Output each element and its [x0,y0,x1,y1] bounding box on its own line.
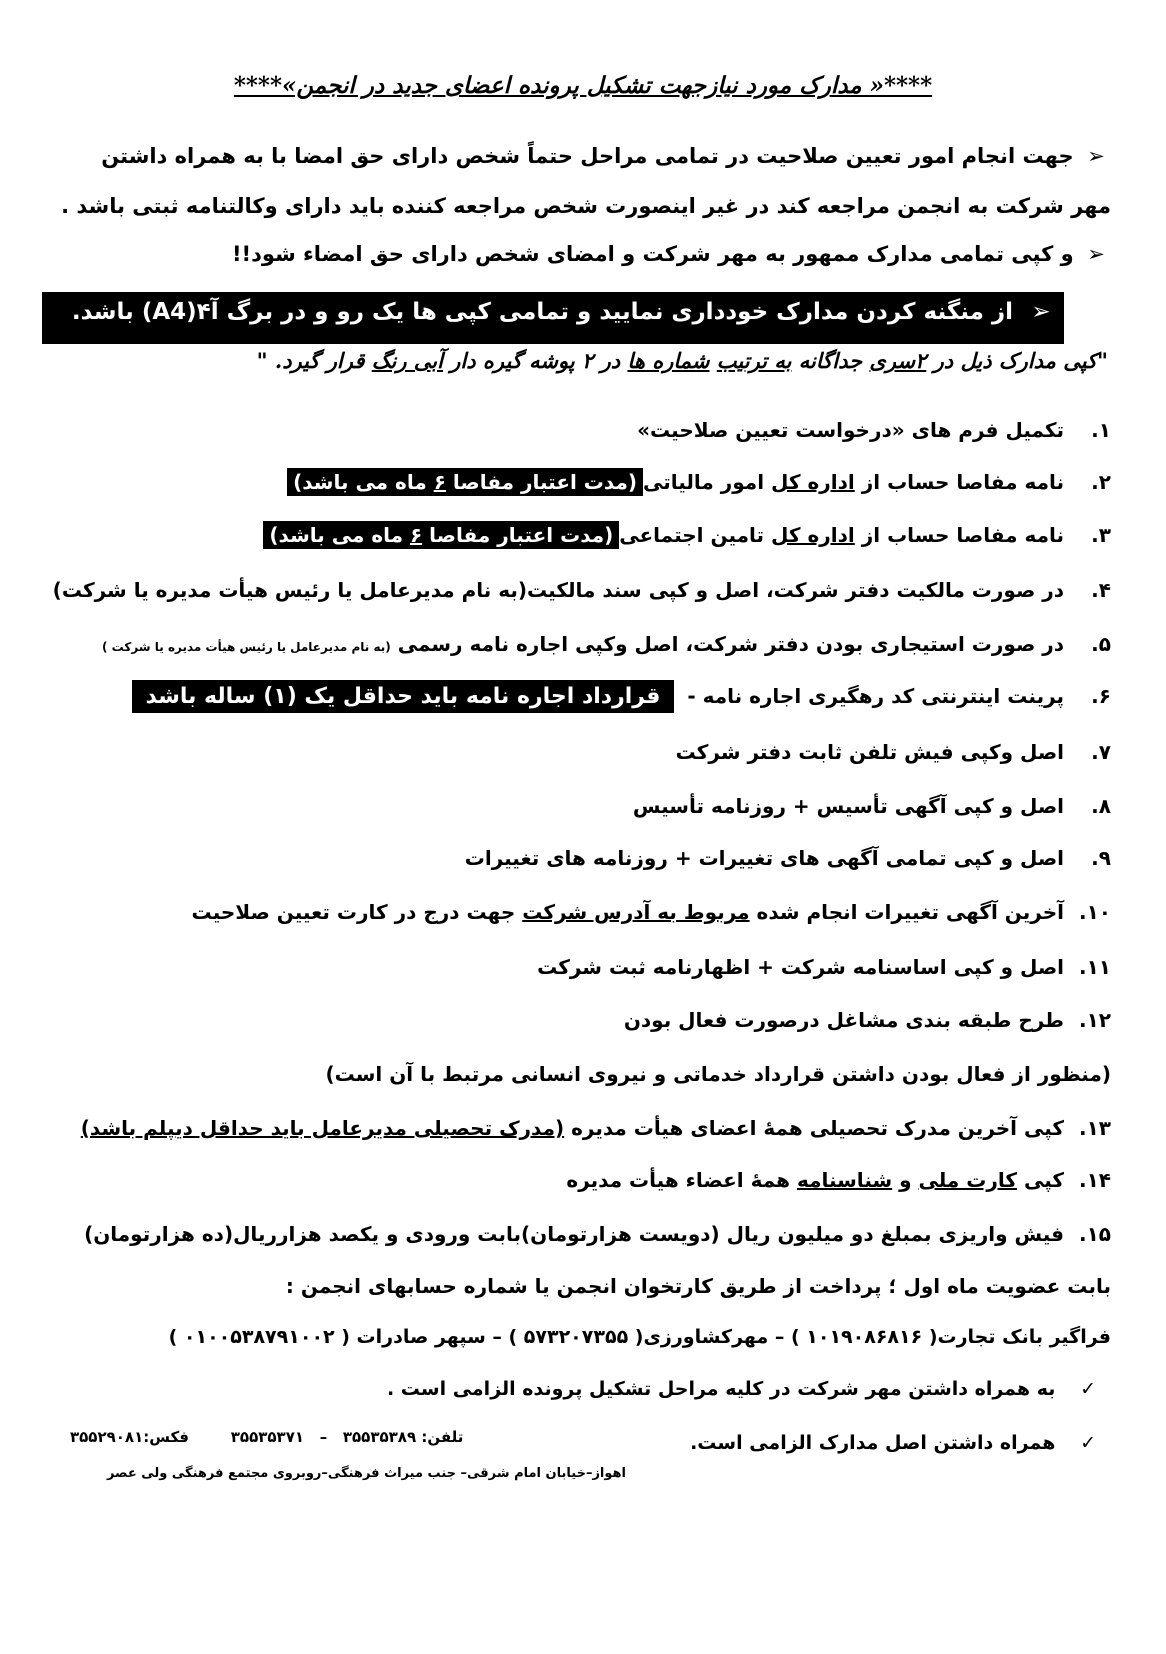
copies-instruction-note [257,348,1108,373]
item-text: در صورت مالکیت دفتر شرکت، اصل و کپی سند مالکیت(به نام مدیرعامل یا رئیس هیأت مدیره یا شرکت) [52,578,1065,602]
check-text: همراه داشتن اصل مدارک الزامی است. [690,1432,1056,1454]
bullet-signature-requirement [101,144,1111,168]
note-text: ۲سری [869,348,927,373]
item-number: ۱. [1091,418,1111,442]
contact-phones [70,1428,463,1446]
bullet-stamp-copies [232,242,1111,266]
item-text: آخرین آگهی تغییرات انجام شده [756,900,1065,924]
item-text: و [899,1168,912,1192]
separator: – [319,1428,328,1446]
item-text: اصل و کپی تمامی آگهی های تغییرات + روزنامه های تغییرات [464,846,1065,870]
lease-duration-highlight: قرارداد اجاره نامه باید حداقل یک (۱) ساله باشد [132,680,675,713]
check-note-originals [690,1432,1096,1454]
item-text: همهٔ اعضاء هیأت مدیره [566,1168,790,1192]
validity-highlight [287,468,643,496]
item-text: ۶ [433,470,446,494]
item-text: کپی آخرین مدرک تحصیلی همهٔ اعضای هیأت مدیره [571,1116,1065,1140]
note-text: در ۲ پوشه گیره دار [450,348,621,373]
check-icon: ✓ [1080,1432,1096,1454]
list-item [287,470,1111,494]
arrow-bullet-icon: ➢ [1087,242,1105,266]
item-text: تامین اجتماعی [619,523,765,547]
item-text: اصل و کپی آگهی تأسیس + روزنامه تأسیس [632,794,1065,818]
item-text: کارت ملی [918,1168,1018,1192]
item-text: کپی [1024,1168,1065,1192]
list-item [84,1222,1111,1246]
item-text: اصل وکپی فیش تلفن ثابت دفتر شرکت [675,740,1065,764]
phone-number: ۳۵۵۳۵۳۷۱ [230,1428,305,1446]
item-text: ماه می باشد) [293,470,427,494]
list-item [102,632,1111,656]
item-text: (مدت اعتبار مفاصا [429,523,614,547]
item-number: ۳. [1091,523,1111,547]
item-number: ۱۵. [1078,1222,1111,1246]
item-number: ۲. [1091,470,1111,494]
item-number: ۱۳. [1078,1116,1111,1140]
note-text: آبی رنگ [371,348,443,373]
note-text: قرار گیرد. " [256,348,365,373]
bullet-text: از منگنه کردن مدارک خودداری نمایید و تمامی کپی ها یک رو و در برگ آ۴(A4) باشد. [71,299,1013,325]
item-text: ماه می باشد) [269,523,404,547]
item-text: جهت درج در کارت تعیین صلاحیت [191,900,516,924]
phone-label: تلفن: [421,1428,464,1446]
list-item-cont: بابت عضویت ماه اول ؛ پرداخت از طریق کارتخوان انجمن یا شماره حسابهای انجمن : [285,1274,1111,1298]
item-text: (مدت اعتبار مفاصا [452,470,637,494]
item-text: (مدرک تحصیلی مدیرعامل باید حداقل دیپلم باشد) [80,1116,565,1140]
list-item [263,523,1111,547]
item-number: ۱۲. [1078,1008,1111,1032]
page-title: ****« مدارک مورد نیازجهت تشکیل پرونده اعضای جدید در انجمن»**** [233,72,933,99]
list-item [633,794,1111,818]
item-text: پرینت اینترنتی کد رهگیری اجاره نامه - [687,684,1065,708]
phone-number: ۳۵۵۳۵۳۸۹ [342,1428,417,1446]
note-text: شماره ها [627,348,710,373]
note-text: جداگانه [798,348,863,373]
list-item [132,680,1111,713]
item-text: در صورت استیجاری بودن دفتر شرکت، اصل وکپی اجاره نامه رسمی [397,632,1065,656]
item-number: ۶. [1091,684,1111,708]
item-text: (به نام مدیرعامل یا رئیس هیأت مدیره یا شرکت ) [101,640,391,654]
bullet-signature-requirement-cont [61,194,1111,218]
list-item [53,578,1111,602]
item-text: طرح طبقه بندی مشاغل درصورت فعال بودن [623,1008,1065,1032]
item-text: امور مالیاتی [642,470,765,494]
validity-highlight [263,521,619,549]
arrow-bullet-icon: ➢ [1087,144,1105,168]
item-number: ۵. [1091,632,1111,656]
item-number: ۴. [1091,578,1111,602]
item-text: شناسنامه [796,1168,893,1192]
item-number: ۱۰. [1078,900,1111,924]
arrow-bullet-icon: ➢ [1031,299,1051,325]
list-item-note: (منظور از فعال بودن داشتن قرارداد خدماتی و نیروی انسانی مرتبط با آن است) [325,1062,1111,1086]
fax-number: ۳۵۵۲۹۰۸۱ [70,1428,144,1446]
item-number: ۹. [1091,846,1111,870]
item-text: اداره کل [771,523,855,547]
fax-label: فکس: [143,1428,189,1446]
list-item [676,740,1111,764]
list-item [192,900,1111,924]
item-number: ۱۱. [1078,955,1111,979]
bullet-text: و کپی تمامی مدارک ممهور به مهر شرکت و امضای شخص دارای حق امضاء شود!! [231,242,1074,266]
list-item [637,418,1111,442]
list-item [537,955,1111,979]
note-text: "کپی مدارک ذیل در [933,348,1108,373]
item-number: ۸. [1091,794,1111,818]
bullet-text: جهت انجام امور تعیین صلاحیت در تمامی مراحل حتماً شخص دارای حق امضا با به همراه داشتن [101,144,1074,168]
item-text: فیش واریزی بمبلغ دو میلیون ریال (دویست هزارتومان)بابت ورودی و یکصد هزارریال(ده هزارتومان) [84,1222,1065,1246]
list-item [566,1168,1111,1192]
check-icon: ✓ [1080,1378,1096,1400]
item-text: نامه مفاصا حساب از [861,470,1065,494]
item-number: ۷. [1091,740,1111,764]
note-text: به ترتیب [716,348,792,373]
check-note-stamp [387,1378,1096,1400]
list-item [465,846,1111,870]
item-text: نامه مفاصا حساب از [861,523,1065,547]
item-text: اصل و کپی اساسنامه شرکت + اظهارنامه ثبت شرکت [537,955,1065,979]
list-item [81,1116,1111,1140]
list-item [624,1008,1111,1032]
item-text: تکمیل فرم های «درخواست تعیین صلاحیت» [637,418,1065,442]
item-text: مربوط به آدرس شرکت [522,900,750,924]
bullet-text: مهر شرکت به انجمن مراجعه کند در غیر اینصورت شخص مراجعه کننده باید دارای وکالتنامه ثبتی باشد . [61,194,1111,218]
item-text: اداره کل [771,470,855,494]
check-text: به همراه داشتن مهر شرکت در کلیه مراحل تشکیل پرونده الزامی است . [386,1378,1056,1400]
bank-accounts: فراگیر بانک تجارت( ۱۰۱۹۰۸۶۸۱۶ ) – مهرکشاورزی( ۵۷۳۲۰۷۳۵۵ ) – سپهر صادرات ( ۰۱۰۰۵۳۸۷۹۱۰۰۲ ) [168,1326,1111,1348]
item-number: ۱۴. [1078,1168,1111,1192]
highlight-bar-stapling [42,292,1064,344]
address: اهواز–خیابان امام شرقی– جنب میراث فرهنگی–روبروی مجتمع فرهنگی ولی عصر [106,1466,626,1481]
item-text: ۶ [409,523,423,547]
